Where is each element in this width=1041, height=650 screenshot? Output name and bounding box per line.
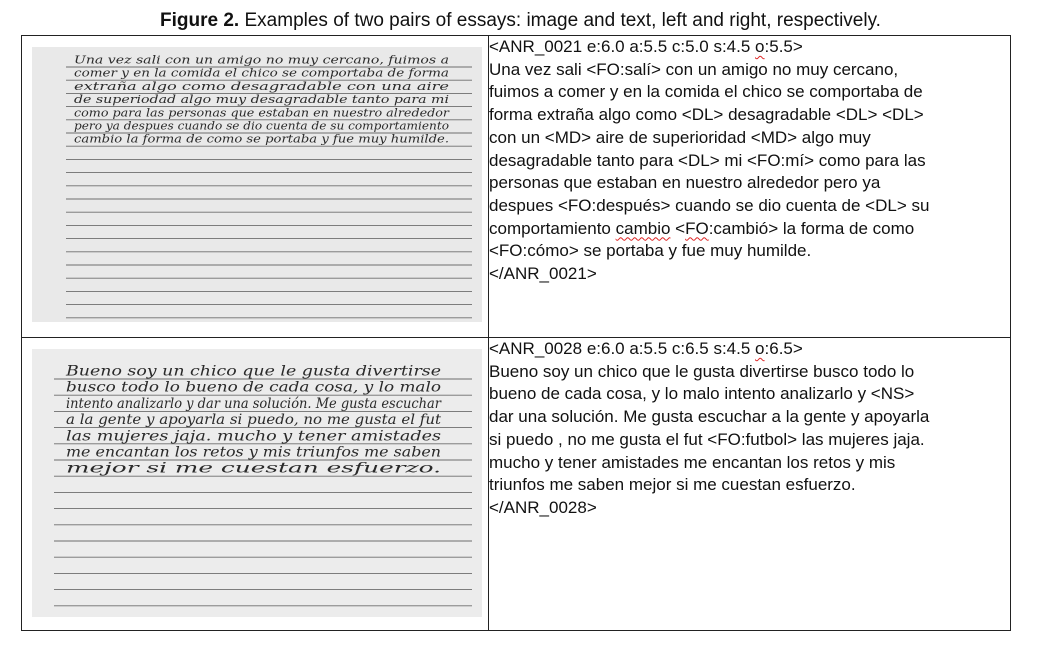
essay-text-cell-1 <box>489 36 1011 338</box>
handwriting-line: comer y en la comida el chico se comportaba de forma <box>74 66 449 80</box>
essay-header-line: <ANR_0021 e:6.0 a:5.5 c:5.0 s:4.5 o:5.5> <box>489 37 803 56</box>
handwriting-1 <box>32 47 482 322</box>
essay-closing-tag: </ANR_0028> <box>489 497 597 517</box>
handwriting-line: Bueno soy un chico que le gusta divertirse <box>64 363 441 380</box>
handwriting-line: Una vez sali con un amigo no muy cercano, fuimos a <box>74 53 449 67</box>
essay-text-line: Una vez sali <FO:salí> con un amigo no muy cercano, <box>489 59 899 79</box>
handwriting-line: como para las personas que estaban en nuestro alrededor <box>74 106 450 120</box>
essay-image-cell-2 <box>22 338 489 631</box>
essay-text-line: si puedo , no me gusta el fut <FO:futbol> las mujeres jaja. <box>489 429 925 449</box>
handwriting-line: intento analizarlo y dar una solución. Me gusta escuchar <box>66 395 443 412</box>
handwriting-line: me encantan los retos y mis triunfos me saben <box>66 444 441 461</box>
essay-text-line: desagradable tanto para <DL> mi <FO:mí> como para las <box>489 150 926 170</box>
essay-text-line: forma extraña algo como <DL> desagradable <DL> <DL> <box>489 105 924 125</box>
essay-text-line: fuimos a comer y en la comida el chico se comportaba de <box>489 82 923 102</box>
essay-text-cell-2 <box>489 338 1011 631</box>
handwritten-essay-image-1 <box>32 47 482 322</box>
essay-text-line: despues <FO:después> cuando se dio cuenta de <DL> su <box>489 195 930 215</box>
essay-header-line: <ANR_0028 e:6.0 a:5.5 c:6.5 s:4.5 o:6.5> <box>489 339 803 358</box>
essay-row-1 <box>22 36 1011 338</box>
handwriting-line: cambio la forma de como se portaba y fue muy humilde. <box>74 132 449 146</box>
essay-row-2 <box>22 338 1011 631</box>
essay-text-line: con un <MD> aire de superioridad <MD> algo muy <box>489 127 871 147</box>
spellcheck-flag: o <box>755 37 765 56</box>
spellcheck-flag: cambio <box>615 218 671 238</box>
handwritten-essay-image-2 <box>32 349 482 617</box>
spellcheck-flag: FO <box>685 218 709 238</box>
figure-caption <box>0 10 1041 32</box>
handwriting-line: a la gente y apoyarla si puedo, no me gusta el fut <box>66 412 442 429</box>
handwriting-line: las mujeres jaja. mucho y tener amistades <box>66 428 441 445</box>
essay-text-line: bueno de cada cosa, y lo malo intento analizarlo y <NS> <box>489 384 915 404</box>
essay-text-line: personas que estaban en nuestro alrededor pero ya <box>489 173 881 193</box>
essay-text-line: dar una solución. Me gusta escuchar a la gente y apoyarla <box>489 407 930 427</box>
handwriting-line: pero ya despues cuando se dio cuenta de su comportamiento <box>74 119 450 133</box>
handwriting-line: mejor si me cuestan esfuerzo. <box>66 460 441 477</box>
essay-text-line: triunfos me saben mejor si me cuestan esfuerzo. <box>489 475 856 495</box>
figure-caption-text: Examples of two pairs of essays: image and text, left and right, respectively. <box>239 10 881 31</box>
essay-text-line: comportamiento cambio <FO:cambió> la forma de como <box>489 218 915 238</box>
essay-text-line: mucho y tener amistades me encantan los retos y mis <box>489 452 896 472</box>
handwriting-line: extraña algo como desagradable con una aire <box>74 79 450 93</box>
essay-image-cell-1 <box>22 36 489 338</box>
annotated-essay-text-1 <box>489 36 1010 286</box>
handwriting-line: busco todo lo bueno de cada cosa, y lo malo <box>66 379 441 396</box>
essay-table <box>21 35 1011 631</box>
handwriting-line: de superiodad algo muy desagradable tanto para mi <box>74 93 449 107</box>
figure-label: Figure 2. <box>160 10 240 31</box>
spellcheck-flag: o <box>755 339 765 358</box>
essay-closing-tag: </ANR_0021> <box>489 264 597 284</box>
essay-text-line: Bueno soy un chico que le gusta divertirse busco todo lo <box>489 361 915 381</box>
essay-text-line: <FO:cómo> se portaba y fue muy humilde. <box>489 241 812 261</box>
annotated-essay-text-2 <box>489 338 1010 520</box>
handwriting-2 <box>32 349 482 617</box>
